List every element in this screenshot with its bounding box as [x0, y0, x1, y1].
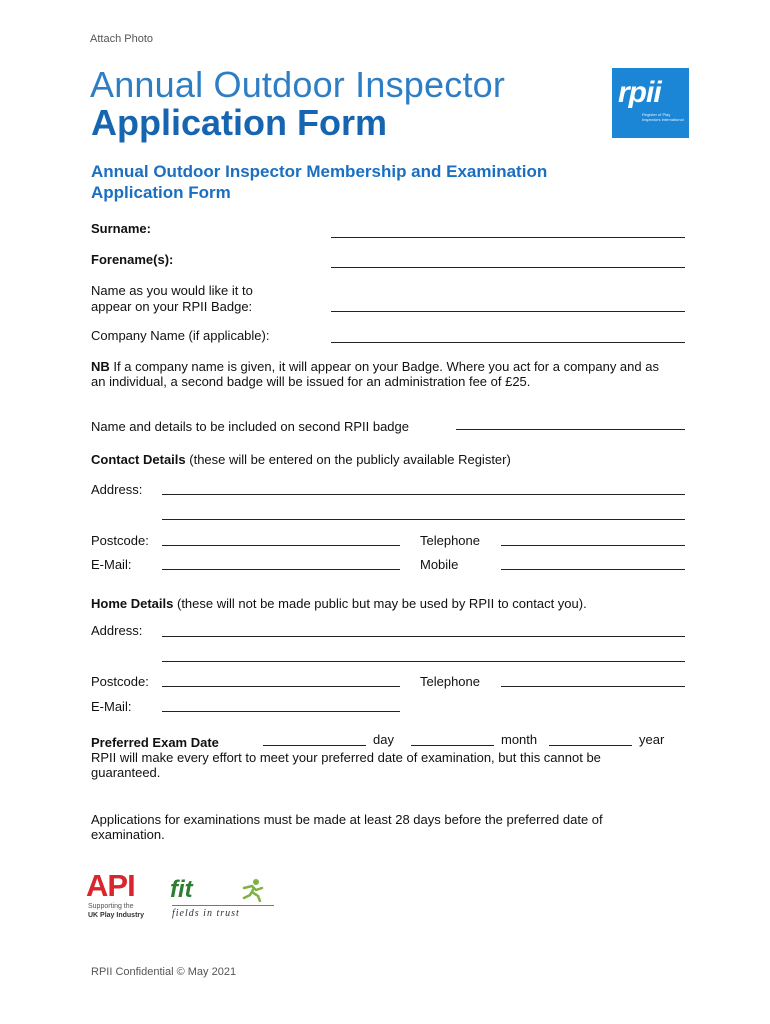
footer-confidential: RPII Confidential © May 2021 [91, 966, 237, 978]
exam-month-field[interactable] [411, 745, 494, 746]
contact-address-line2[interactable] [162, 519, 685, 520]
contact-email-field[interactable] [162, 569, 400, 570]
exam-note: RPII will make every effort to meet your preferred date of examination, but this cannot be guaranteed. [91, 750, 601, 780]
preferred-exam-date-label: Preferred Exam Date [91, 735, 219, 750]
home-email-field[interactable] [162, 711, 400, 712]
contact-email-label: E-Mail: [91, 557, 132, 572]
fit-logo-text: fit [170, 876, 193, 903]
rpii-logo-subtext: Register of Play Inspectors International [642, 112, 684, 122]
contact-postcode-label: Postcode: [91, 533, 149, 548]
badge-name-field[interactable] [331, 311, 685, 312]
home-address-label: Address: [91, 623, 143, 638]
second-badge-field[interactable] [456, 429, 685, 430]
home-telephone-label: Telephone [420, 674, 480, 689]
contact-address-label: Address: [91, 482, 143, 497]
nb-bold: NB [91, 359, 110, 374]
nb-text: If a company name is given, it will appear on your Badge. Where you act for a company and as an individual, a second badge will be issued for an administration fee of £25. [91, 359, 659, 389]
exam-year-field[interactable] [549, 745, 632, 746]
api-logo-sub2: UK Play Industry [88, 912, 145, 919]
attach-photo-label: Attach Photo [90, 33, 153, 45]
forenames-field[interactable] [331, 267, 685, 268]
exam-day-label: day [373, 732, 394, 747]
contact-address-line1[interactable] [162, 494, 685, 495]
home-heading-note: (these will not be made public but may be used by RPII to contact you). [173, 596, 587, 611]
page-title-line1: Annual Outdoor Inspector [90, 64, 506, 105]
page-title-line2: Application Form [91, 102, 387, 143]
fields-in-trust-logo [170, 878, 274, 922]
contact-heading-bold: Contact Details [91, 452, 186, 467]
fit-logo-sub: fields in trust [172, 908, 240, 919]
nb-paragraph [91, 359, 671, 389]
runner-icon [236, 878, 266, 902]
api-logo-sub1: Supporting the [88, 903, 134, 910]
contact-telephone-field[interactable] [501, 545, 685, 546]
home-address-line1[interactable] [162, 636, 685, 637]
forenames-label: Forename(s): [91, 252, 174, 267]
home-postcode-field[interactable] [162, 686, 400, 687]
contact-heading-note: (these will be entered on the publicly available Register) [185, 452, 511, 467]
home-address-line2[interactable] [162, 661, 685, 662]
home-telephone-field[interactable] [501, 686, 685, 687]
contact-mobile-field[interactable] [501, 569, 685, 570]
exam-month-label: month [501, 732, 538, 747]
contact-details-heading [91, 452, 511, 468]
surname-label: Surname: [91, 221, 151, 236]
contact-mobile-label: Mobile [420, 557, 459, 572]
second-badge-label: Name and details to be included on second RPII badge [91, 419, 409, 434]
home-details-heading [91, 596, 587, 612]
api-logo-text: API [86, 868, 135, 903]
api-logo [86, 868, 156, 928]
home-postcode-label: Postcode: [91, 674, 149, 689]
rpii-logo-text: rpii [618, 76, 661, 109]
home-heading-bold: Home Details [91, 596, 174, 611]
rpii-logo [612, 68, 689, 138]
badge-name-label: Name as you would like it to appear on your RPII Badge: [91, 283, 253, 314]
surname-field[interactable] [331, 237, 685, 238]
home-email-label: E-Mail: [91, 699, 132, 714]
fit-divider [172, 905, 274, 906]
contact-postcode-field[interactable] [162, 545, 400, 546]
company-name-label: Company Name (if applicable): [91, 328, 270, 343]
exam-year-label: year [639, 732, 665, 747]
applications-note: Applications for examinations must be made at least 28 days before the preferred date of examination. [91, 812, 603, 842]
form-subtitle: Annual Outdoor Inspector Membership and Examination Application Form [91, 162, 548, 202]
exam-day-field[interactable] [263, 745, 366, 746]
company-name-field[interactable] [331, 342, 685, 343]
contact-telephone-label: Telephone [420, 533, 480, 548]
